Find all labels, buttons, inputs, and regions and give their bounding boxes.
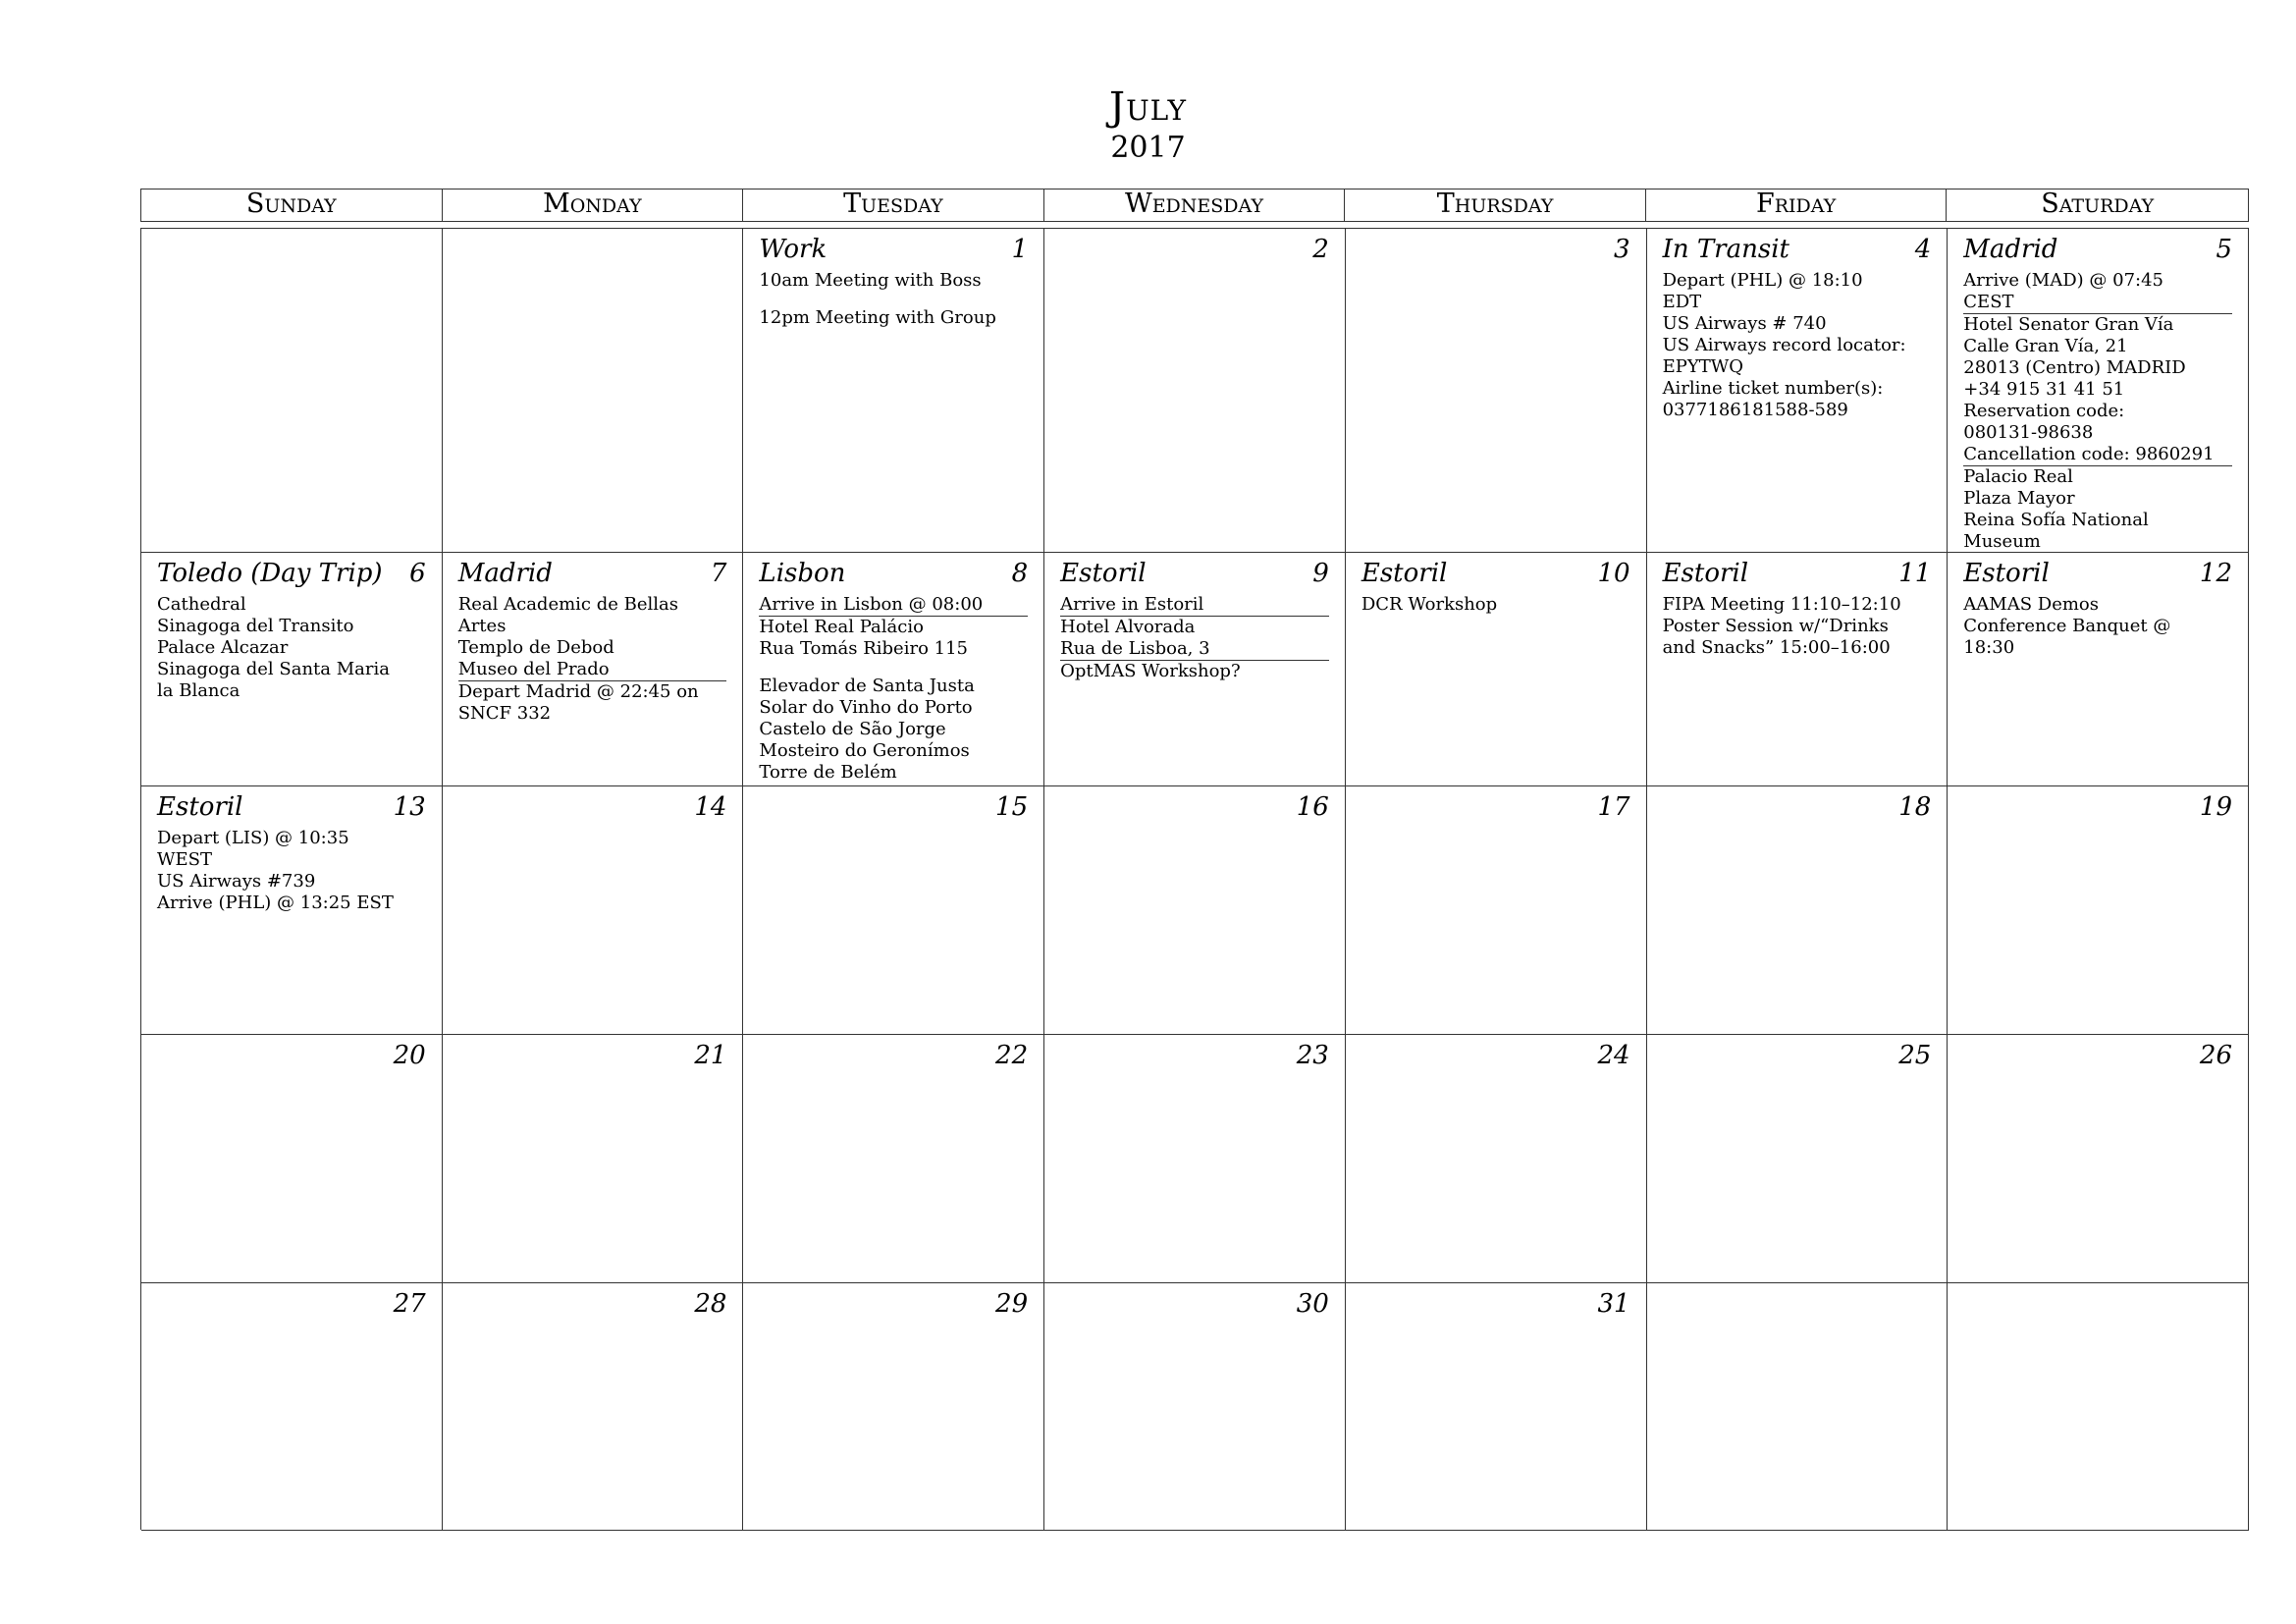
day-cell-25[interactable]: [1647, 1035, 1949, 1283]
event-list: [1963, 270, 2232, 553]
day-location-label: Estoril: [1662, 559, 1749, 588]
day-location-label: In Transit: [1662, 235, 1789, 264]
event-line: Calle Gran Vía, 21: [1963, 336, 2128, 356]
day-cell-14[interactable]: [443, 786, 744, 1035]
day-number: 15: [995, 792, 1029, 822]
event-line: Museum: [1963, 531, 2041, 552]
empty-day-cell[interactable]: [141, 229, 443, 553]
day-number: 9: [1312, 559, 1329, 588]
day-cell-header: [157, 1289, 426, 1319]
day-number: 28: [694, 1289, 727, 1319]
day-cell-3[interactable]: [1346, 229, 1647, 553]
event-line: la Blanca: [157, 680, 240, 701]
day-location-label: Estoril: [1963, 559, 2050, 588]
day-cell-26[interactable]: [1948, 1035, 2249, 1283]
event-line: Elevador de Santa Justa: [759, 676, 975, 696]
event-line: Reservation code:: [1963, 401, 2125, 421]
day-number: 22: [995, 1041, 1029, 1070]
event-line: Cathedral: [157, 594, 246, 615]
event-line: Solar do Vinho do Porto: [759, 697, 973, 718]
event-line: WEST: [157, 849, 212, 870]
day-cell-header: [1362, 559, 1630, 588]
day-number: 6: [409, 559, 426, 588]
event-line: Palacio Real: [1963, 466, 2073, 487]
day-cell-header: [759, 792, 1028, 822]
month-title: July: [1109, 84, 1187, 130]
day-number: 8: [1011, 559, 1029, 588]
weekday-saturday: Saturday: [2041, 189, 2155, 219]
event-line: Sinagoga del Transito: [157, 616, 354, 636]
day-cell-header: [157, 792, 426, 822]
event-line: Airline ticket number(s):: [1662, 378, 1884, 399]
day-cell-header: [157, 235, 426, 264]
day-cell-header: [458, 1289, 727, 1319]
day-number: 2: [1312, 235, 1329, 264]
day-cell-header: [1060, 1041, 1329, 1070]
day-cell-24[interactable]: [1346, 1035, 1647, 1283]
day-cell-header: [1362, 235, 1630, 264]
day-cell-17[interactable]: [1346, 786, 1647, 1035]
day-cell-header: [157, 559, 426, 588]
event-line: Cancellation code: 9860291: [1963, 444, 2232, 466]
day-number: 13: [393, 792, 426, 822]
day-number: 17: [1597, 792, 1630, 822]
day-cell-header: [1963, 1289, 2232, 1319]
event-line: 080131-98638: [1963, 422, 2094, 443]
event-list: [157, 828, 426, 914]
day-cell-header: [759, 1289, 1028, 1319]
day-number: 5: [2216, 235, 2232, 264]
event-line: OptMAS Workshop?: [1060, 661, 1241, 681]
day-cell-header: [1663, 1289, 1932, 1319]
event-line: Poster Session w/“Drinks: [1662, 616, 1889, 636]
day-number: 23: [1296, 1041, 1329, 1070]
day-number: 26: [2199, 1041, 2232, 1070]
event-list: [1663, 594, 1932, 659]
day-number: 27: [393, 1289, 426, 1319]
day-cell-header: [1362, 1289, 1630, 1319]
calendar-grid: [140, 228, 2249, 1530]
day-number: 7: [710, 559, 727, 588]
event-line: CEST: [1963, 292, 2232, 314]
day-cell-2[interactable]: [1044, 229, 1346, 553]
day-cell-header: [1362, 792, 1630, 822]
day-cell-31[interactable]: [1346, 1283, 1647, 1531]
event-line: SNCF 332: [457, 703, 552, 724]
weekday-friday: Friday: [1646, 189, 1948, 221]
day-cell-1[interactable]: [743, 229, 1044, 553]
day-cell-header: [1060, 235, 1329, 264]
event-line: Arrive (MAD) @ 07:45: [1963, 270, 2164, 291]
day-cell-4[interactable]: [1647, 229, 1949, 553]
day-number: 11: [1898, 559, 1932, 588]
day-cell-21[interactable]: [443, 1035, 744, 1283]
event-line: EDT: [1662, 292, 1702, 312]
event-line: Hotel Alvorada: [1060, 617, 1196, 637]
day-location-label: Madrid: [1963, 235, 2058, 264]
event-line: Arrive (PHL) @ 13:25 EST: [157, 893, 394, 913]
event-line: US Airways record locator:: [1662, 335, 1906, 355]
day-cell-header: [1963, 792, 2232, 822]
day-cell-27[interactable]: [141, 1283, 443, 1531]
day-location-label: Lisbon: [759, 559, 846, 588]
day-number: 24: [1597, 1041, 1630, 1070]
day-cell-23[interactable]: [1044, 1035, 1346, 1283]
day-cell-13[interactable]: [141, 786, 443, 1035]
weekday-header: [140, 189, 2249, 222]
day-number: 4: [1914, 235, 1932, 264]
event-list: [1060, 594, 1329, 682]
day-location-label: Estoril: [1060, 559, 1147, 588]
day-cell-header: [1060, 1289, 1329, 1319]
day-cell-16[interactable]: [1044, 786, 1346, 1035]
empty-day-cell[interactable]: [1647, 1283, 1949, 1531]
day-cell-8[interactable]: [743, 553, 1044, 786]
day-cell-12[interactable]: [1948, 553, 2249, 786]
event-line: Conference Banquet @: [1963, 616, 2171, 636]
event-line: Hotel Real Palácio: [759, 617, 924, 637]
weekday-thursday: Thursday: [1345, 189, 1646, 221]
day-number: 25: [1898, 1041, 1932, 1070]
event-line: Real Academic de Bellas: [457, 594, 678, 615]
day-location-label: Work: [759, 235, 828, 264]
day-cell-header: [1362, 1041, 1630, 1070]
event-line: US Airways # 740: [1662, 313, 1827, 334]
day-cell-header: [1060, 559, 1329, 588]
day-cell-6[interactable]: [141, 553, 443, 786]
day-number: 31: [1597, 1289, 1630, 1319]
event-line: DCR Workshop: [1361, 594, 1498, 615]
day-cell-header: [1963, 235, 2232, 264]
event-list: [759, 594, 1028, 784]
day-cell-header: [458, 235, 727, 264]
day-cell-header: [458, 792, 727, 822]
day-number: 19: [2199, 792, 2232, 822]
weekday-sunday: Sunday: [141, 189, 443, 221]
event-line: Castelo de São Jorge: [759, 719, 946, 739]
day-number: 20: [393, 1041, 426, 1070]
event-line: Depart Madrid @ 22:45 on: [457, 681, 699, 702]
day-cell-header: [1663, 792, 1932, 822]
event-line: Plaza Mayor: [1963, 488, 2075, 509]
day-location-label: Estoril: [1361, 559, 1448, 588]
day-number: 21: [694, 1041, 727, 1070]
day-cell-19[interactable]: [1948, 786, 2249, 1035]
event-line: Rua Tomás Ribeiro 115: [759, 638, 968, 659]
day-number: 10: [1597, 559, 1630, 588]
event-list: [157, 594, 426, 702]
day-location-label: Madrid: [457, 559, 553, 588]
day-cell-header: [1963, 1041, 2232, 1070]
event-line: Arrive in Estoril: [1060, 594, 1329, 617]
day-cell-header: [1663, 1041, 1932, 1070]
event-list: [759, 270, 1028, 329]
day-number: 29: [995, 1289, 1029, 1319]
day-location-label: Toledo (Day Trip): [157, 559, 383, 588]
day-cell-30[interactable]: [1044, 1283, 1346, 1531]
event-line: Sinagoga del Santa Maria: [157, 659, 390, 679]
event-line: Artes: [457, 616, 507, 636]
day-location-label: Estoril: [157, 792, 243, 822]
event-line: Depart (PHL) @ 18:10: [1662, 270, 1863, 291]
event-line: 28013 (Centro) MADRID: [1963, 357, 2186, 378]
event-line: Museo del Prado: [458, 659, 727, 681]
event-list: [458, 594, 727, 725]
day-number: 18: [1898, 792, 1932, 822]
day-cell-header: [1060, 792, 1329, 822]
event-line: 12pm Meeting with Group: [759, 307, 996, 328]
day-cell-header: [458, 559, 727, 588]
weekday-wednesday: Wednesday: [1044, 189, 1346, 221]
event-line: Palace Alcazar: [157, 637, 289, 658]
day-cell-header: [1663, 235, 1932, 264]
year-title: 2017: [1110, 131, 1186, 165]
day-cell-18[interactable]: [1647, 786, 1949, 1035]
empty-day-cell[interactable]: [443, 229, 744, 553]
day-number: 16: [1296, 792, 1329, 822]
day-cell-15[interactable]: [743, 786, 1044, 1035]
day-cell-header: [759, 559, 1028, 588]
event-line: 0377186181588-589: [1662, 400, 1848, 420]
day-cell-29[interactable]: [743, 1283, 1044, 1531]
day-cell-11[interactable]: [1647, 553, 1949, 786]
event-line: Hotel Senator Gran Vía: [1963, 314, 2174, 335]
day-cell-20[interactable]: [141, 1035, 443, 1283]
event-line: and Snacks” 15:00–16:00: [1662, 637, 1891, 658]
day-cell-header: [759, 235, 1028, 264]
event-list: [1663, 270, 1932, 421]
day-number: 14: [694, 792, 727, 822]
event-line: Arrive in Lisbon @ 08:00: [759, 594, 1028, 617]
event-line: Mosteiro do Geronímos: [759, 740, 970, 761]
day-cell-10[interactable]: [1346, 553, 1647, 786]
day-cell-22[interactable]: [743, 1035, 1044, 1283]
event-line: +34 915 31 41 51: [1963, 379, 2125, 400]
day-number: 1: [1011, 235, 1029, 264]
day-cell-header: [1963, 559, 2232, 588]
event-line: US Airways #739: [157, 871, 316, 892]
event-line: 10am Meeting with Boss: [759, 270, 982, 291]
event-line: 18:30: [1963, 637, 2015, 658]
event-line: Reina Sofía National: [1963, 510, 2149, 530]
event-line: Templo de Debod: [457, 637, 614, 658]
weekday-tuesday: Tuesday: [743, 189, 1044, 221]
day-cell-28[interactable]: [443, 1283, 744, 1531]
day-number: 30: [1296, 1289, 1329, 1319]
day-cell-9[interactable]: [1044, 553, 1346, 786]
day-cell-header: [157, 1041, 426, 1070]
day-number: 12: [2199, 559, 2232, 588]
event-line: Depart (LIS) @ 10:35: [157, 828, 349, 848]
day-number: 3: [1614, 235, 1630, 264]
event-line: FIPA Meeting 11:10–12:10: [1662, 594, 1901, 615]
day-cell-5[interactable]: [1948, 229, 2249, 553]
day-cell-header: [458, 1041, 727, 1070]
empty-day-cell[interactable]: [1948, 1283, 2249, 1531]
event-list: [1963, 594, 2232, 659]
event-list: [1362, 594, 1630, 616]
event-line: Rua de Lisboa, 3: [1060, 638, 1329, 661]
weekday-monday: Monday: [443, 189, 744, 221]
day-cell-header: [759, 1041, 1028, 1070]
event-line: Torre de Belém: [759, 762, 897, 783]
event-line: AAMAS Demos: [1963, 594, 2099, 615]
day-cell-7[interactable]: [443, 553, 744, 786]
event-line: EPYTWQ: [1662, 356, 1743, 377]
day-cell-header: [1663, 559, 1932, 588]
